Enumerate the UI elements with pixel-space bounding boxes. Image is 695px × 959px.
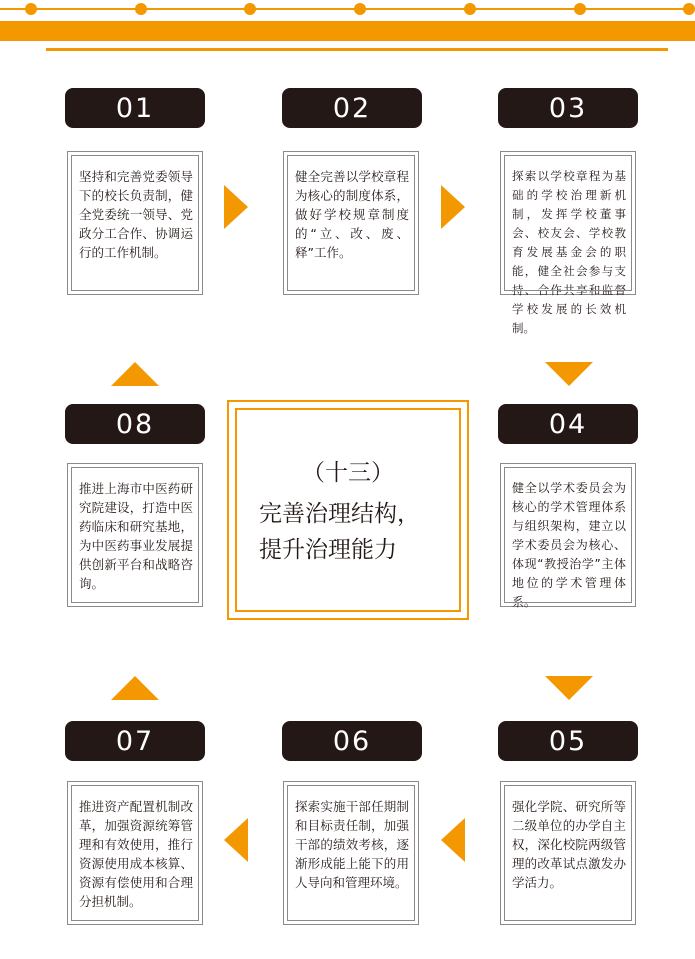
- arrow-left-icon: [441, 818, 465, 862]
- step-text-03: 探索以学校章程为基础的学校治理新机制，发挥学校董事会、校友会、学校教育发展基金会的职能，健全社会参与支持、合作共享和监督学校发展的长效机制。: [512, 169, 626, 335]
- header-rule: [0, 8, 695, 10]
- step-number-02: 02: [282, 88, 422, 128]
- step-text-02: 健全完善以学校章程为核心的制度体系，做好学校规章制度的“立、改、废、释”工作。: [295, 169, 409, 260]
- step-card-06: [283, 781, 419, 925]
- step-number-05: 05: [498, 721, 638, 761]
- header-dot: [244, 3, 256, 15]
- step-number-06: 06: [282, 721, 422, 761]
- step-card-05: [500, 781, 636, 925]
- step-text-06: 探索实施干部任期制和目标责任制，加强干部的绩效考核，逐渐形成能上能下的用人导向和管理环境。: [295, 799, 409, 890]
- step-text-08: 推进上海市中医药研究院建设，打造中医药临床和研究基地，为中医药事业发展提供创新平台和战略咨询。: [79, 481, 193, 591]
- header-dot: [683, 3, 695, 15]
- step-card-02: [283, 151, 419, 295]
- step-card-01: [67, 151, 203, 295]
- header-band: [0, 21, 695, 41]
- step-card-08: [67, 463, 203, 607]
- center-number: （十三）: [302, 460, 394, 486]
- center-title: [259, 496, 449, 568]
- step-number-07: 07: [65, 721, 205, 761]
- arrow-up-icon: [111, 362, 159, 386]
- header-dot: [574, 3, 586, 15]
- header-dot: [25, 3, 37, 15]
- step-number-01: 01: [65, 88, 205, 128]
- step-text-05: 强化学院、研究所等二级单位的办学自主权，深化校院两级管理的改革试点激发办学活力。: [512, 799, 626, 890]
- arrow-right-icon: [224, 185, 248, 229]
- step-text-01: 坚持和完善党委领导下的校长负责制，健全党委统一领导、党政分工合作、协调运行的工作机制。: [79, 169, 193, 260]
- arrow-left-icon: [224, 818, 248, 862]
- arrow-up-icon: [111, 676, 159, 700]
- step-number-03: 03: [498, 88, 638, 128]
- header-dot: [354, 3, 366, 15]
- step-card-03: [500, 151, 636, 335]
- header-dot: [464, 3, 476, 15]
- center-panel: [227, 400, 469, 620]
- arrow-down-icon: [545, 676, 593, 700]
- arrow-down-icon: [545, 362, 593, 386]
- step-text-07: 推进资产配置机制改革，加强资源统筹管理和有效使用，推行资源使用成本核算、资源有偿使用和合理分担机制。: [79, 799, 193, 909]
- step-card-04: [500, 463, 636, 607]
- center-panel-inner: [235, 408, 461, 612]
- step-number-04: 04: [498, 404, 638, 444]
- step-text-04: 健全以学术委员会为核心的学术管理体系与组织架构，建立以学术委员会为核心、体现“教授治学”主体地位的学术管理体系。: [512, 481, 626, 609]
- step-card-07: [67, 781, 203, 925]
- center-title-line-1: 完善治理结构，: [259, 501, 420, 527]
- arrow-right-icon: [441, 185, 465, 229]
- center-title-line-2: 提升治理能力: [259, 537, 397, 563]
- header-dot: [135, 3, 147, 15]
- step-number-08: 08: [65, 404, 205, 444]
- header-underline: [46, 48, 668, 51]
